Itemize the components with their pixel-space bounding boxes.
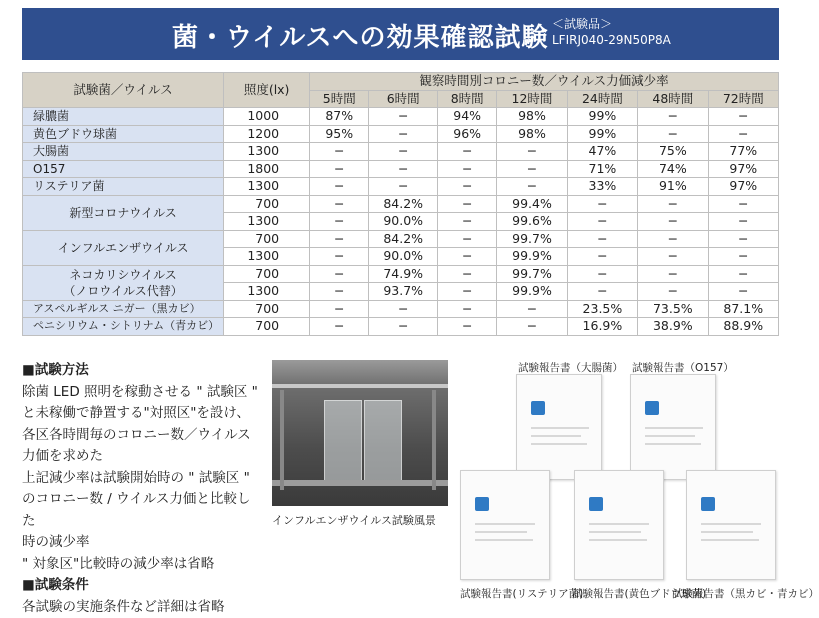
rate-cell: − [438,248,497,266]
rate-cell: − [310,300,369,318]
rate-cell: − [497,300,567,318]
rate-cell: 73.5% [638,300,708,318]
report-label: 試験報告書（大腸菌） [518,360,623,375]
lab-logo-icon [645,401,659,415]
report-thumbnail [574,470,664,580]
rate-cell: 99.9% [497,283,567,301]
header-time: 6時間 [369,90,438,108]
lux-value: 700 [224,230,310,248]
lux-value: 1300 [224,178,310,196]
rate-cell: − [369,143,438,161]
report-thumbnail [460,470,550,580]
lux-value: 700 [224,318,310,336]
rate-cell: 77% [708,143,778,161]
table-row [23,300,779,318]
lab-logo-icon [475,497,489,511]
test-scene-photo [272,360,448,506]
rate-cell: − [369,160,438,178]
rate-cell: − [497,178,567,196]
organism-name: アスペルギルス ニガー（黒カビ） [23,300,224,318]
rate-cell: − [310,318,369,336]
rate-cell: − [438,213,497,231]
rate-cell: 99.9% [497,248,567,266]
rate-cell: 16.9% [567,318,637,336]
report-thumbnail [630,374,716,480]
rate-cell: − [438,300,497,318]
rate-cell: − [708,230,778,248]
rate-cell: − [438,265,497,283]
lux-value: 700 [224,195,310,213]
rate-cell: 95% [310,125,369,143]
report-label: 試験報告書（黒カビ・青カビ） [672,586,819,601]
organism-name: リステリア菌 [23,178,224,196]
lux-value: 1200 [224,125,310,143]
rate-cell: 84.2% [369,230,438,248]
method-line: 力価を求めた [22,446,262,468]
rate-cell: − [638,265,708,283]
lux-value: 1800 [224,160,310,178]
rate-cell: 74% [638,160,708,178]
rate-cell: 38.9% [638,318,708,336]
method-line: のコロニー数 / ウイルス力価と比較した [22,489,262,532]
rate-cell: − [438,318,497,336]
organism-name-line1: ネコカリシウイルス [27,267,219,283]
lux-value: 1300 [224,213,310,231]
rate-cell: − [638,230,708,248]
header-lux: 照度(lx) [224,73,310,108]
page-title: 菌・ウイルスへの効果確認試験 [172,17,548,54]
product-label: ＜試験品＞ [552,16,671,32]
rate-cell: 96% [438,125,497,143]
method-line: 時の減少率 [22,532,262,554]
rate-cell: 87.1% [708,300,778,318]
rate-cell: 90.0% [369,213,438,231]
rate-cell: 94% [438,108,497,126]
header-time: 8時間 [438,90,497,108]
rate-cell: − [708,265,778,283]
organism-name: ペニシリウム・シトリナム（青カビ） [23,318,224,336]
organism-name: 緑膿菌 [23,108,224,126]
test-method-section [22,360,262,618]
organism-name: 大腸菌 [23,143,224,161]
rate-cell: 97% [708,178,778,196]
rate-cell: − [310,213,369,231]
lux-value: 700 [224,300,310,318]
product-code: LFIRJ040-29N50P8A [552,32,671,48]
title-banner [22,8,779,60]
organism-name [23,265,224,300]
rate-cell: 23.5% [567,300,637,318]
rate-cell: − [438,230,497,248]
method-line: と未稼働で静置する"対照区"を設け、 [22,403,262,425]
lux-value: 1000 [224,108,310,126]
lux-value: 1300 [224,248,310,266]
header-time: 24時間 [567,90,637,108]
lab-logo-icon [531,401,545,415]
rate-cell: − [567,265,637,283]
report-label: 試験報告書(リステリア菌) [460,586,583,601]
rate-cell: 99.6% [497,213,567,231]
header-organism: 試験菌／ウイルス [23,73,224,108]
organism-name: 新型コロナウイルス [23,195,224,230]
rate-cell: − [369,318,438,336]
rate-cell: 99.4% [497,195,567,213]
photo-caption: インフルエンザウイルス試験風景 [272,512,436,528]
method-line: 各区各時間毎のコロニー数／ウイルス [22,425,262,447]
rate-cell: − [708,213,778,231]
rate-cell: 87% [310,108,369,126]
organism-name-line2: （ノロウイルス代替） [27,283,219,299]
method-line: 除菌 LED 照明を稼動させる " 試験区 " [22,382,262,404]
rate-cell: − [638,125,708,143]
rate-cell: 93.7% [369,283,438,301]
rate-cell: − [567,195,637,213]
rate-cell: − [638,195,708,213]
rate-cell: − [497,143,567,161]
rate-cell: − [438,283,497,301]
rate-cell: − [708,248,778,266]
lux-value: 1300 [224,143,310,161]
results-table [22,72,779,336]
header-time: 72時間 [708,90,778,108]
method-line: 上記減少率は試験開始時の " 試験区 " [22,468,262,490]
rate-cell: − [310,195,369,213]
rate-cell: − [310,265,369,283]
rate-cell: − [567,230,637,248]
rate-cell: − [638,283,708,301]
rate-cell: 84.2% [369,195,438,213]
table-row [23,318,779,336]
conditions-heading: ■試験条件 [22,575,262,597]
rate-cell: 99% [567,108,637,126]
rate-cell: − [708,125,778,143]
rate-cell: 75% [638,143,708,161]
rate-cell: − [438,195,497,213]
method-line: " 対象区"比較時の減少率は省略 [22,554,262,576]
rate-cell: − [310,230,369,248]
rate-cell: − [638,248,708,266]
header-observation-group: 観察時間別コロニー数／ウイルス力価減少率 [310,73,779,91]
rate-cell: 99.7% [497,230,567,248]
rate-cell: 98% [497,108,567,126]
organism-name: 黄色ブドウ球菌 [23,125,224,143]
organism-name: O157 [23,160,224,178]
rate-cell: − [708,108,778,126]
table-row [23,195,779,213]
header-time: 5時間 [310,90,369,108]
rate-cell: 33% [567,178,637,196]
rate-cell: − [708,283,778,301]
table-row [23,230,779,248]
rate-cell: − [369,125,438,143]
rate-cell: − [369,178,438,196]
lab-logo-icon [701,497,715,511]
organism-name: インフルエンザウイルス [23,230,224,265]
rate-cell: − [310,283,369,301]
rate-cell: − [310,160,369,178]
method-heading: ■試験方法 [22,360,262,382]
rate-cell: − [497,160,567,178]
rate-cell: − [310,248,369,266]
lux-value: 700 [224,265,310,283]
report-thumbnail [516,374,602,480]
table-row [23,178,779,196]
rate-cell: − [438,178,497,196]
rate-cell: 91% [638,178,708,196]
table-row [23,108,779,126]
conditions-text: 各試験の実施条件など詳細は省略 [22,597,262,618]
rate-cell: − [369,300,438,318]
rate-cell: − [438,160,497,178]
rate-cell: 88.9% [708,318,778,336]
rate-cell: − [567,213,637,231]
rate-cell: 98% [497,125,567,143]
header-time: 48時間 [638,90,708,108]
lab-logo-icon [589,497,603,511]
rate-cell: − [438,143,497,161]
rate-cell: 74.9% [369,265,438,283]
report-label: 試験報告書（O157） [632,360,734,375]
header-time: 12時間 [497,90,567,108]
table-row [23,265,779,283]
rate-cell: − [638,213,708,231]
rate-cell: − [567,248,637,266]
lux-value: 1300 [224,283,310,301]
rate-cell: − [310,143,369,161]
rate-cell: 47% [567,143,637,161]
product-info [552,16,671,48]
rate-cell: − [497,318,567,336]
rate-cell: 71% [567,160,637,178]
rate-cell: − [708,195,778,213]
rate-cell: − [638,108,708,126]
table-row [23,125,779,143]
report-label: 試験報告書(黄色ブドウ球菌) [572,586,706,601]
rate-cell: 99.7% [497,265,567,283]
rate-cell: 90.0% [369,248,438,266]
rate-cell: − [369,108,438,126]
rate-cell: − [310,178,369,196]
table-row [23,160,779,178]
table-row [23,143,779,161]
rate-cell: − [567,283,637,301]
rate-cell: 99% [567,125,637,143]
report-thumbnail [686,470,776,580]
rate-cell: 97% [708,160,778,178]
